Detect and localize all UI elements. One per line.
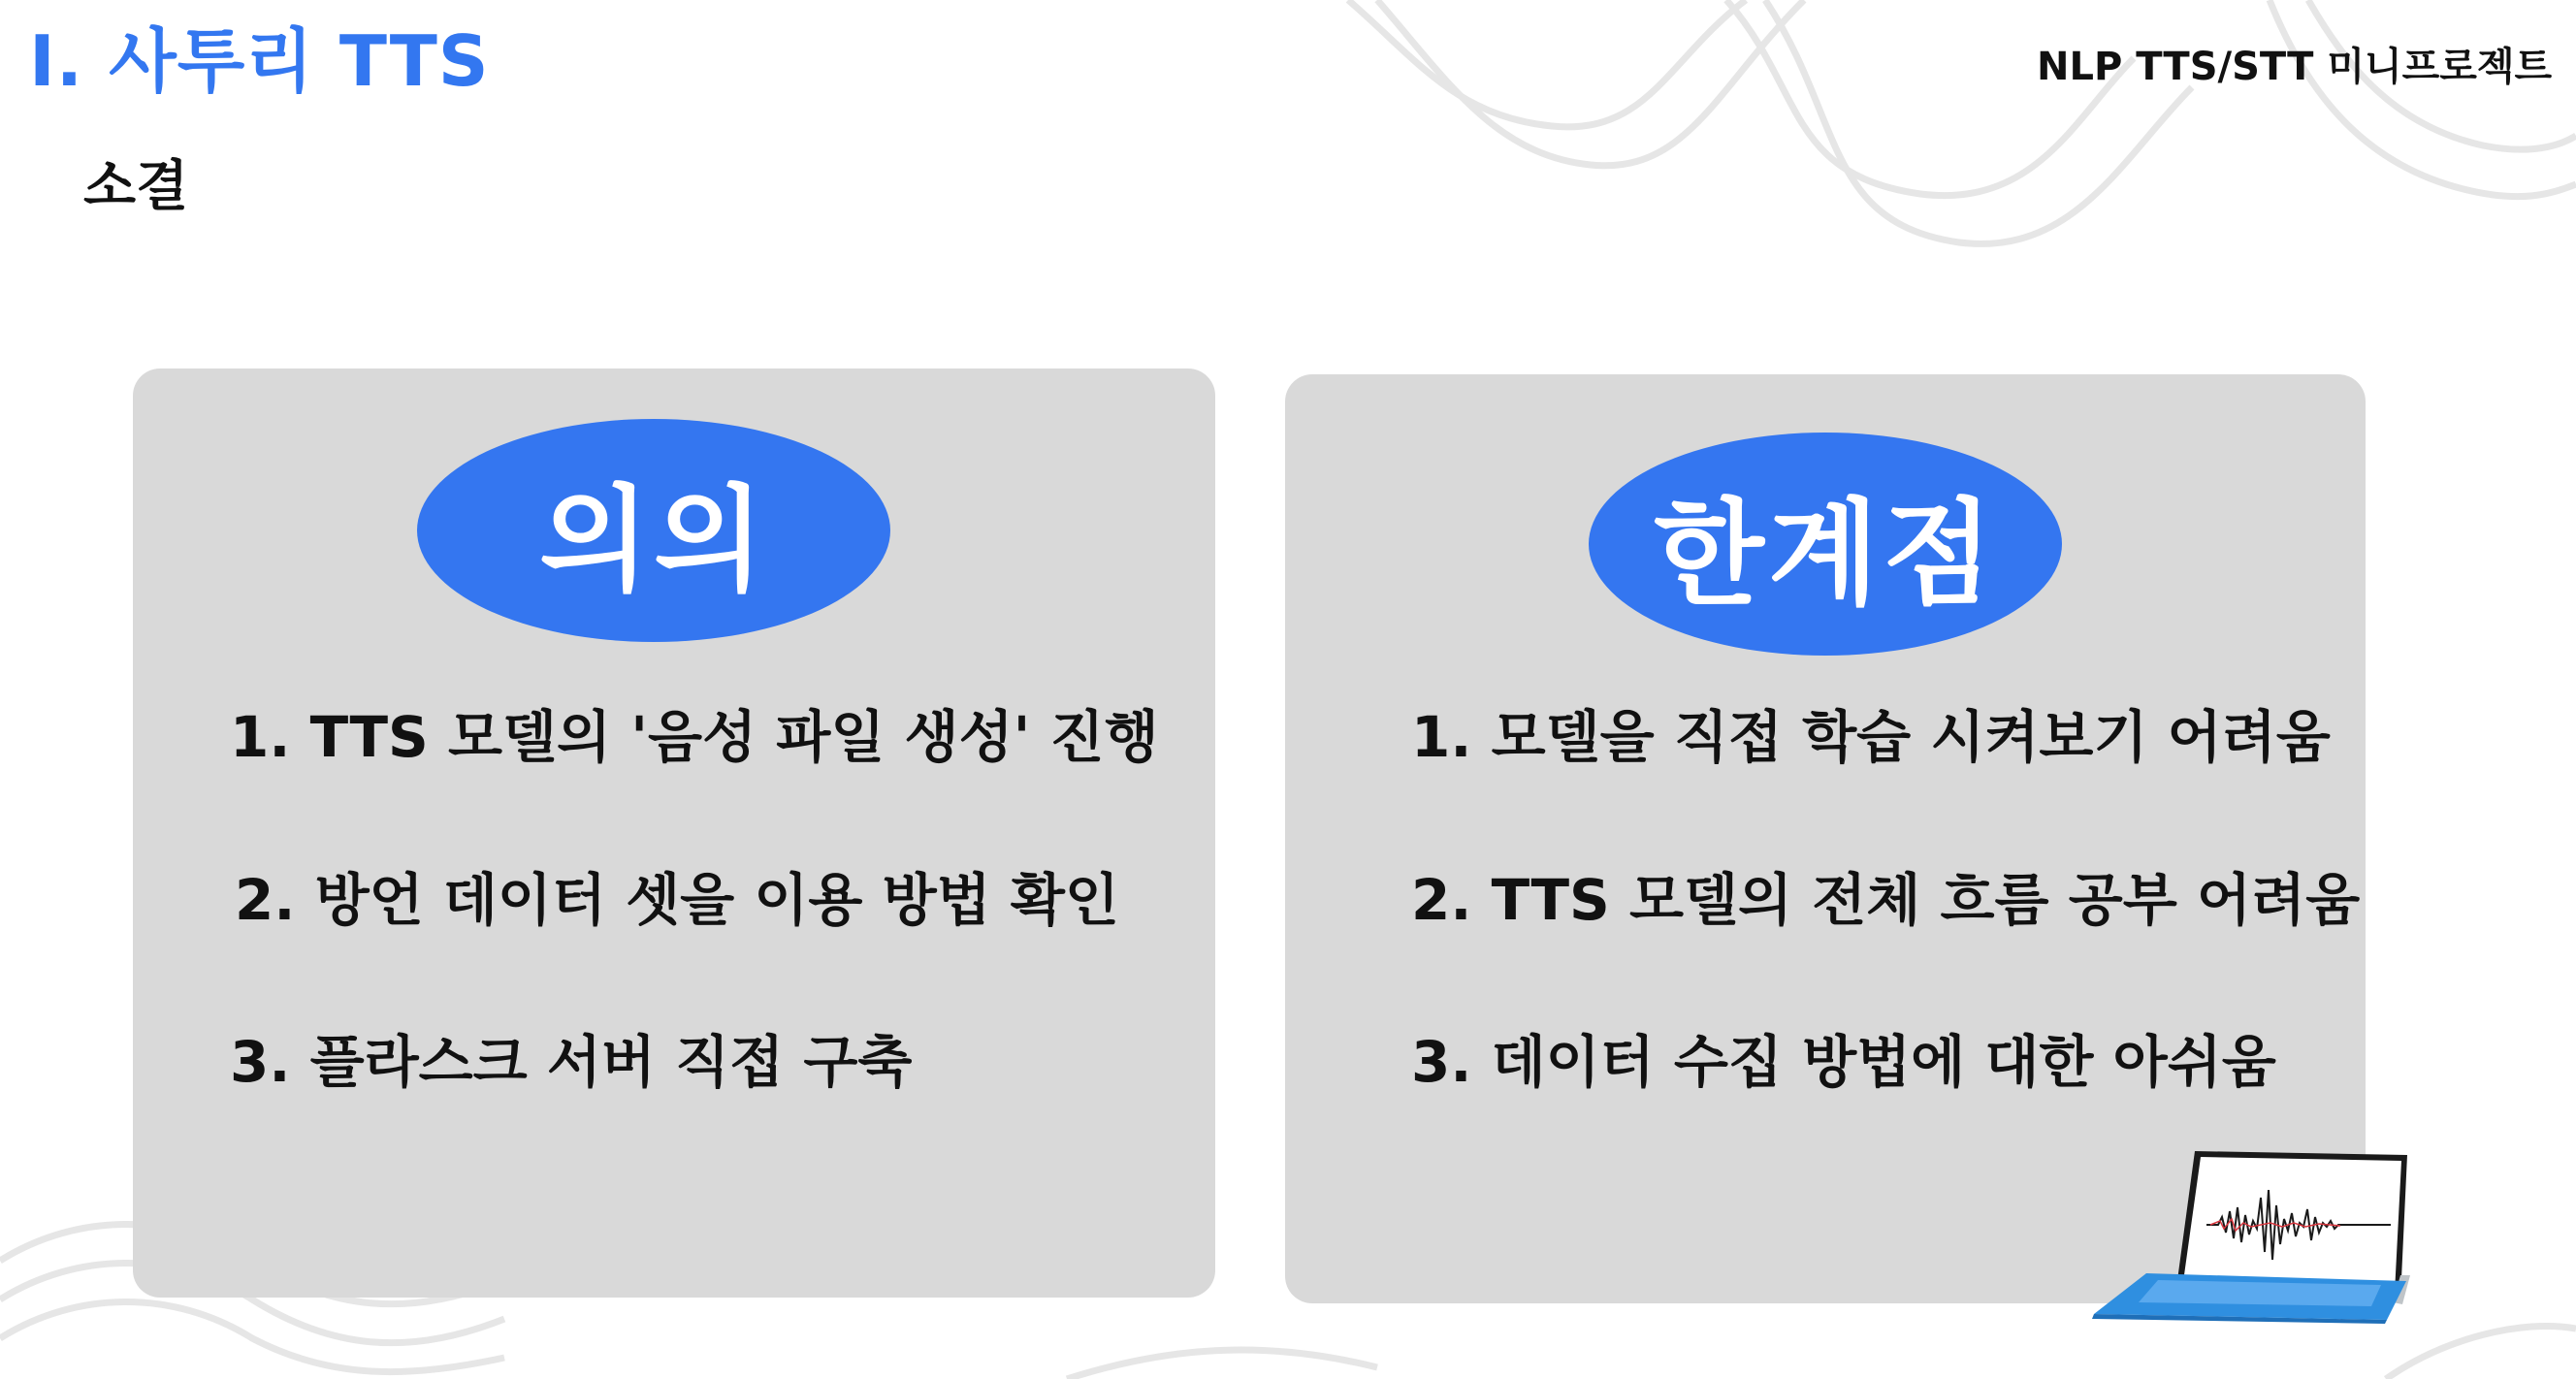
page-subtitle: 소결 [83,155,189,218]
limitations-item-3: 3. 데이터 수집 방법에 대한 아쉬움 [1411,1029,2276,1095]
significance-item-3: 3. 플라스크 서버 직접 구축 [230,1029,913,1095]
significance-item-2: 2. 방언 데이터 셋을 이용 방법 확인 [235,867,1119,933]
limitations-item-2: 2. TTS 모델의 전체 흐름 공부 어려움 [1411,867,2361,933]
significance-heading: 의의 [417,419,890,642]
limitations-heading: 한계점 [1589,433,2062,656]
limitations-item-1: 1. 모델을 직접 학습 시켜보기 어려움 [1411,704,2331,770]
tablet-laptop-icon [2090,1139,2410,1324]
significance-panel [133,369,1215,1298]
significance-item-1: 1. TTS 모델의 '음성 파일 생성' 진행 [230,704,1159,770]
section-title: Ⅰ. 사투리 TTS [29,20,490,102]
project-name: NLP TTS/STT 미니프로젝트 [2037,45,2553,89]
